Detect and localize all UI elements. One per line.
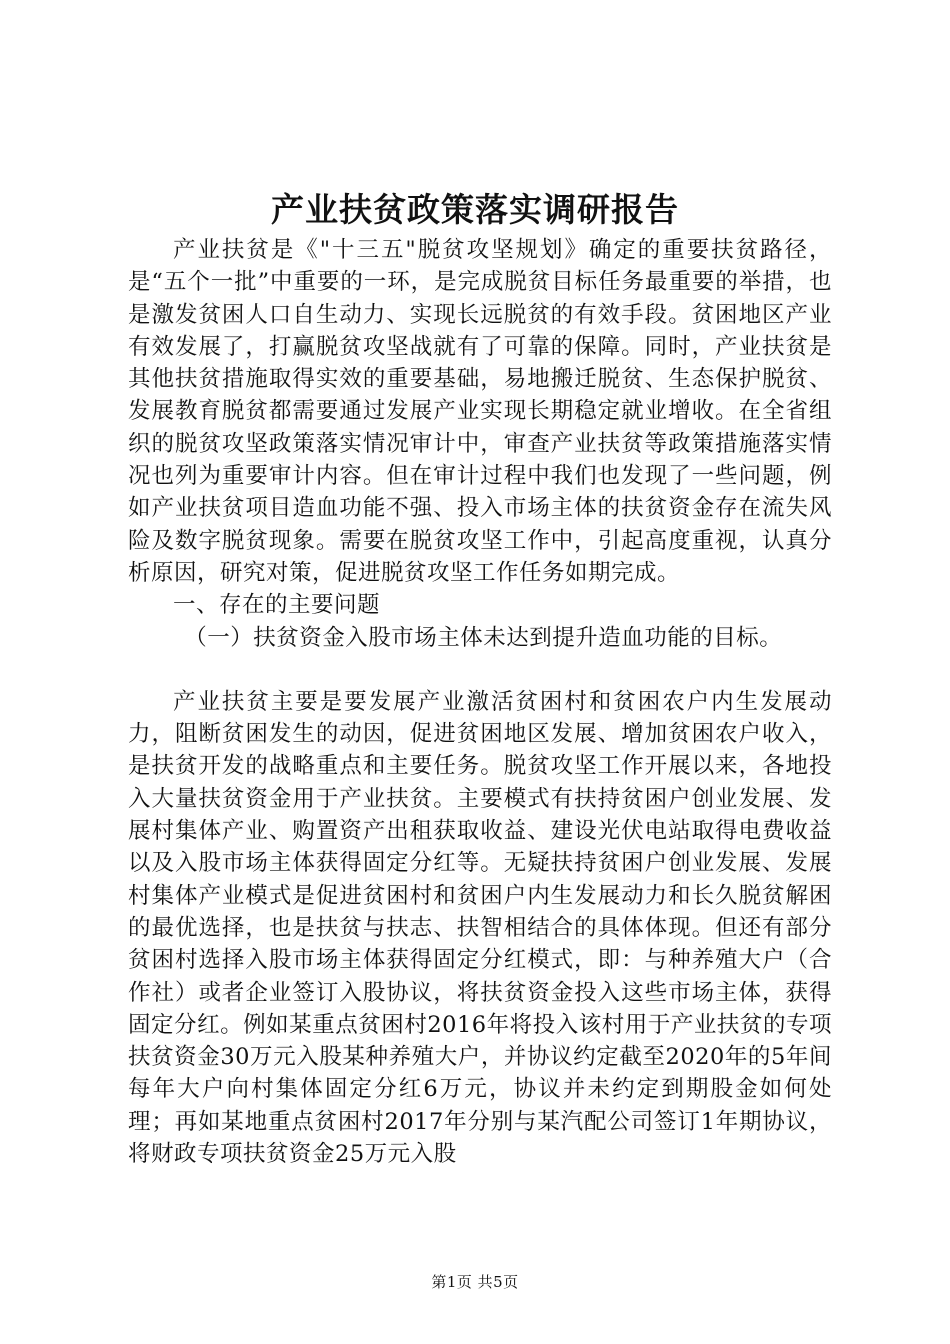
blank-line [128, 654, 832, 686]
section-heading: 一、存在的主要问题 [173, 592, 381, 619]
body-paragraph: 产业扶贫主要是要发展产业激活贫困村和贫困农户内生发展动力，阻断贫困发生的动因，促进贫困地区发展、增加贫困农户收入，是扶贫开发的战略重点和主要任务。脱贫攻坚工作开展以来，各地投入大量扶贫资金用于产业扶贫。主要模式有扶持贫困户创业发展、发展村集体产业、购置资产出租获取收益、建设光伏电站取得电费收益以及入股市场主体获得固定分红等。无疑扶持贫困户创业发展、发展村集体产业模式是促进贫困村和贫困户内生发展动力和长久脱贫解困的最优选择，也是扶贫与扶志、扶智相结合的具体体现。但还有部分贫困村选择入股市场主体获得固定分红模式，即：与种养殖大户（合作社）或者企业签订入股协议，将扶贫资金投入这些市场主体，获得固定分红。例如某重点贫困村2016年将投入该村用于产业扶贫的专项扶贫资金30万元入股某种养殖大户，并协议约定截至2020年的5年间每年大户向村集体固定分红6万元，协议并未约定到期股金如何处理；再如某地重点贫困村2017年分别与某汽配公司签订1年期协议，将财政专项扶贫资金25万元入股 [128, 688, 832, 1168]
subsection-heading: （一）扶贫资金入股市场主体未达到提升造血功能的目标。 [184, 624, 783, 651]
intro-paragraph: 产业扶贫是《"十三五"脱贫攻坚规划》确定的重要扶贫路径，是“五个一批”中重要的一环，是完成脱贫目标任务最重要的举措，也是激发贫困人口自生动力、实现长远脱贫的有效手段。贫困地区产业有效发展了，打赢脱贫攻坚战就有了可靠的保障。同时，产业扶贫是其他扶贫措施取得实效的重要基础，易地搬迁脱贫、生态保护脱贫、发展教育脱贫都需要通过发展产业实现长期稳定就业增收。在全省组织的脱贫攻坚政策落实情况审计中，审查产业扶贫等政策措施落实情况也列为重要审计内容。但在审计过程中我们也发现了一些问题，例如产业扶贫项目造血功能不强、投入市场主体的扶贫资金存在流失风险及数字脱贫现象。需要在脱贫攻坚工作中，引起高度重视，认真分析原因，研究对策，促进脱贫攻坚工作任务如期完成。 [128, 237, 832, 586]
page-footer: 第1页 共5页 [431, 1273, 519, 1291]
document-body [128, 234, 832, 1170]
document-title: 产业扶贫政策落实调研报告 [271, 190, 679, 229]
